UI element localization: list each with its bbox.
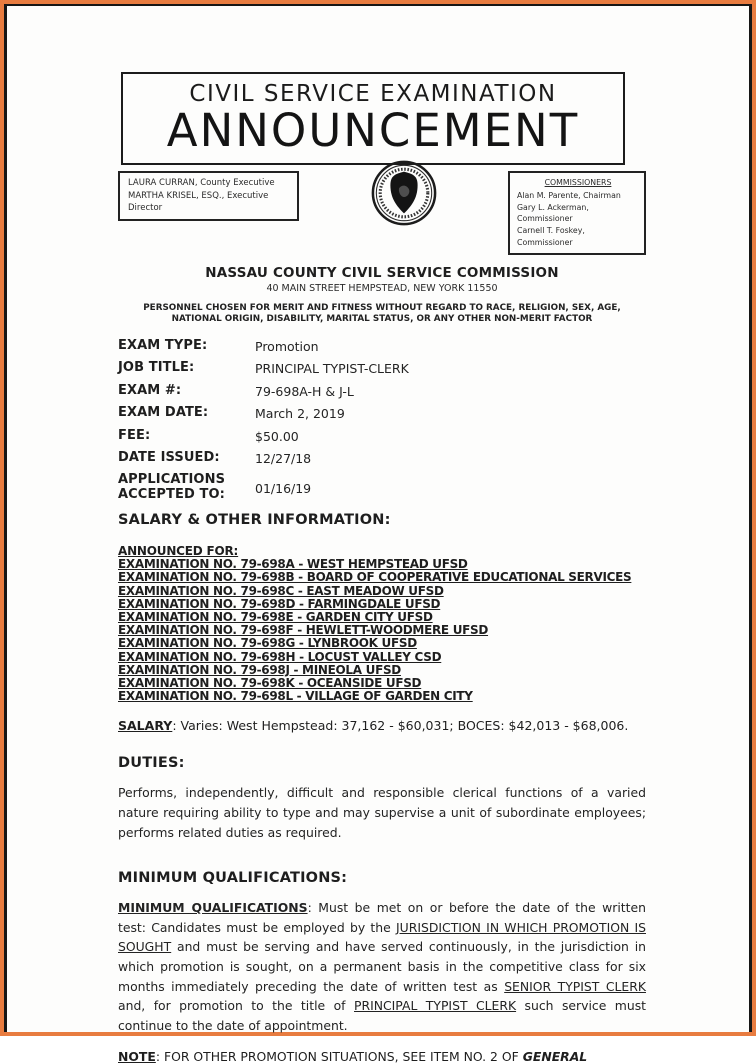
exam-detail-value: 12/27/18 — [255, 451, 312, 467]
exam-detail-label: FEE: — [118, 427, 151, 443]
announced-for-label: ANNOUNCED FOR: — [118, 544, 239, 559]
exam-detail-value: PRINCIPAL TYPIST-CLERK — [255, 361, 409, 377]
examination-list-item: EXAMINATION NO. 79-698G - LYNBROOK UFSD — [118, 636, 417, 651]
commission-block — [118, 265, 646, 325]
duties-heading: DUTIES: — [118, 755, 185, 772]
examinations-list — [118, 558, 646, 703]
exam-detail-value: 79-698A-H & J-L — [255, 383, 354, 399]
salary-line: SALARY: Varies: West Hempstead: 37,162 - $60,031; BOCES: $42,013 - $68,006. — [118, 718, 629, 734]
commissioner-line: Alan M. Parente, Chairman — [517, 190, 621, 200]
examination-list-item: EXAMINATION NO. 79-698J - MINEOLA UFSD — [118, 662, 401, 677]
commissioners-title: COMMISSIONERS — [544, 178, 612, 188]
exam-detail-label: DATE ISSUED: — [118, 450, 220, 466]
commissioner-line: Gary L. Ackerman, Commissioner — [517, 202, 589, 224]
scan-edge — [4, 4, 752, 1064]
exam-detail-row — [118, 383, 646, 399]
minimum-qualifications-paragraph: MINIMUM QUALIFICATIONS: Must be met on or before the date of the written test: Candidates must be employed by the JURISDICTION IN WHICH PROMOTION IS SOUGHT and must be serving and have served continuously, in the jurisdiction in which promotion is sought, on a permanent basis in the competitive class for six months immediately preceding the date of written test as SENIOR TYPIST CLERK and, for promotion to the title of PRINCIPAL TYPIST CLERK such service must continue to the date of appointment. — [118, 900, 647, 1033]
examination-list-item: EXAMINATION NO. 79-698A - WEST HEMPSTEAD UFSD — [118, 557, 468, 572]
examination-list-item: EXAMINATION NO. 79-698K - OCEANSIDE UFSD — [118, 676, 422, 691]
document-page — [7, 6, 749, 1064]
nassau-county-seal-icon — [369, 159, 439, 227]
exam-detail-label: APPLICATIONS ACCEPTED TO: — [118, 472, 226, 503]
exam-detail-row — [118, 428, 646, 444]
examination-list-item: EXAMINATION NO. 79-698F - HEWLETT-WOODMERE UFSD — [118, 623, 489, 638]
exam-detail-row — [118, 361, 646, 377]
official-line: MARTHA KRISEL, ESQ., Executive Director — [128, 190, 269, 213]
minimum-qualifications-heading: MINIMUM QUALIFICATIONS: — [118, 870, 348, 887]
eeo-line2: NATIONAL ORIGIN, DISABILITY, MARITAL STATUS, OR ANY OTHER NON-MERIT FACTOR — [171, 314, 593, 325]
salary-other-info-heading: SALARY & OTHER INFORMATION: — [118, 512, 391, 529]
commissioners-list — [517, 190, 639, 248]
note-line: NOTE: FOR OTHER PROMOTION SITUATIONS, SEE ITEM NO. 2 OF GENERAL — [118, 1049, 588, 1064]
commission-address: 40 MAIN STREET HEMPSTEAD, NEW YORK 11550 — [266, 283, 498, 295]
exam-detail-row — [118, 338, 646, 354]
header-row — [118, 171, 646, 255]
exam-detail-row — [118, 406, 646, 422]
exam-detail-value: 01/16/19 — [255, 480, 312, 496]
exam-detail-value: Promotion — [255, 338, 319, 354]
exam-detail-label: EXAM #: — [118, 382, 182, 398]
examination-list-item: EXAMINATION NO. 79-698L - VILLAGE OF GARDEN CITY — [118, 689, 473, 704]
examination-list-item: EXAMINATION NO. 79-698B - BOARD OF COOPERATIVE EDUCATIONAL SERVICES — [118, 570, 632, 585]
duties-paragraph: Performs, independently, difficult and responsible clerical functions of a varied nature requiring ability to type and may supervise a unit of subordinate employees; performs related duties as required. — [118, 785, 646, 840]
announcement-title-box — [121, 72, 625, 165]
examination-list-item: EXAMINATION NO. 79-698D - FARMINGDALE UFSD — [118, 596, 441, 611]
exam-details-table — [118, 338, 646, 503]
examination-list-item: EXAMINATION NO. 79-698C - EAST MEADOW UFSD — [118, 583, 444, 598]
eeo-line1: PERSONNEL CHOSEN FOR MERIT AND FITNESS WITHOUT REGARD TO RACE, RELIGION, SEX, AGE, — [143, 303, 621, 314]
exam-detail-label: EXAM DATE: — [118, 405, 209, 421]
official-line: LAURA CURRAN, County Executive — [128, 178, 275, 189]
officials-box — [118, 171, 299, 221]
exam-detail-value: March 2, 2019 — [255, 406, 345, 422]
exam-detail-label: EXAM TYPE: — [118, 337, 208, 353]
title-line-announcement: ANNOUNCEMENT — [166, 104, 580, 157]
commissioners-box — [508, 171, 646, 255]
examination-list-item: EXAMINATION NO. 79-698H - LOCUST VALLEY CSD — [118, 649, 442, 664]
examination-list-item: EXAMINATION NO. 79-698E - GARDEN CITY UFSD — [118, 610, 433, 625]
commission-name: NASSAU COUNTY CIVIL SERVICE COMMISSION — [205, 265, 559, 282]
exam-detail-value: $50.00 — [255, 428, 299, 444]
commissioner-line: Carnell T. Foskey, Commissioner — [517, 226, 585, 247]
eeo-statement — [118, 303, 646, 325]
exam-detail-row — [118, 473, 646, 503]
exam-detail-label: JOB TITLE: — [118, 360, 195, 376]
title-line-civil-service: CIVIL SERVICE EXAMINATION — [189, 81, 557, 107]
exam-detail-row — [118, 451, 646, 467]
